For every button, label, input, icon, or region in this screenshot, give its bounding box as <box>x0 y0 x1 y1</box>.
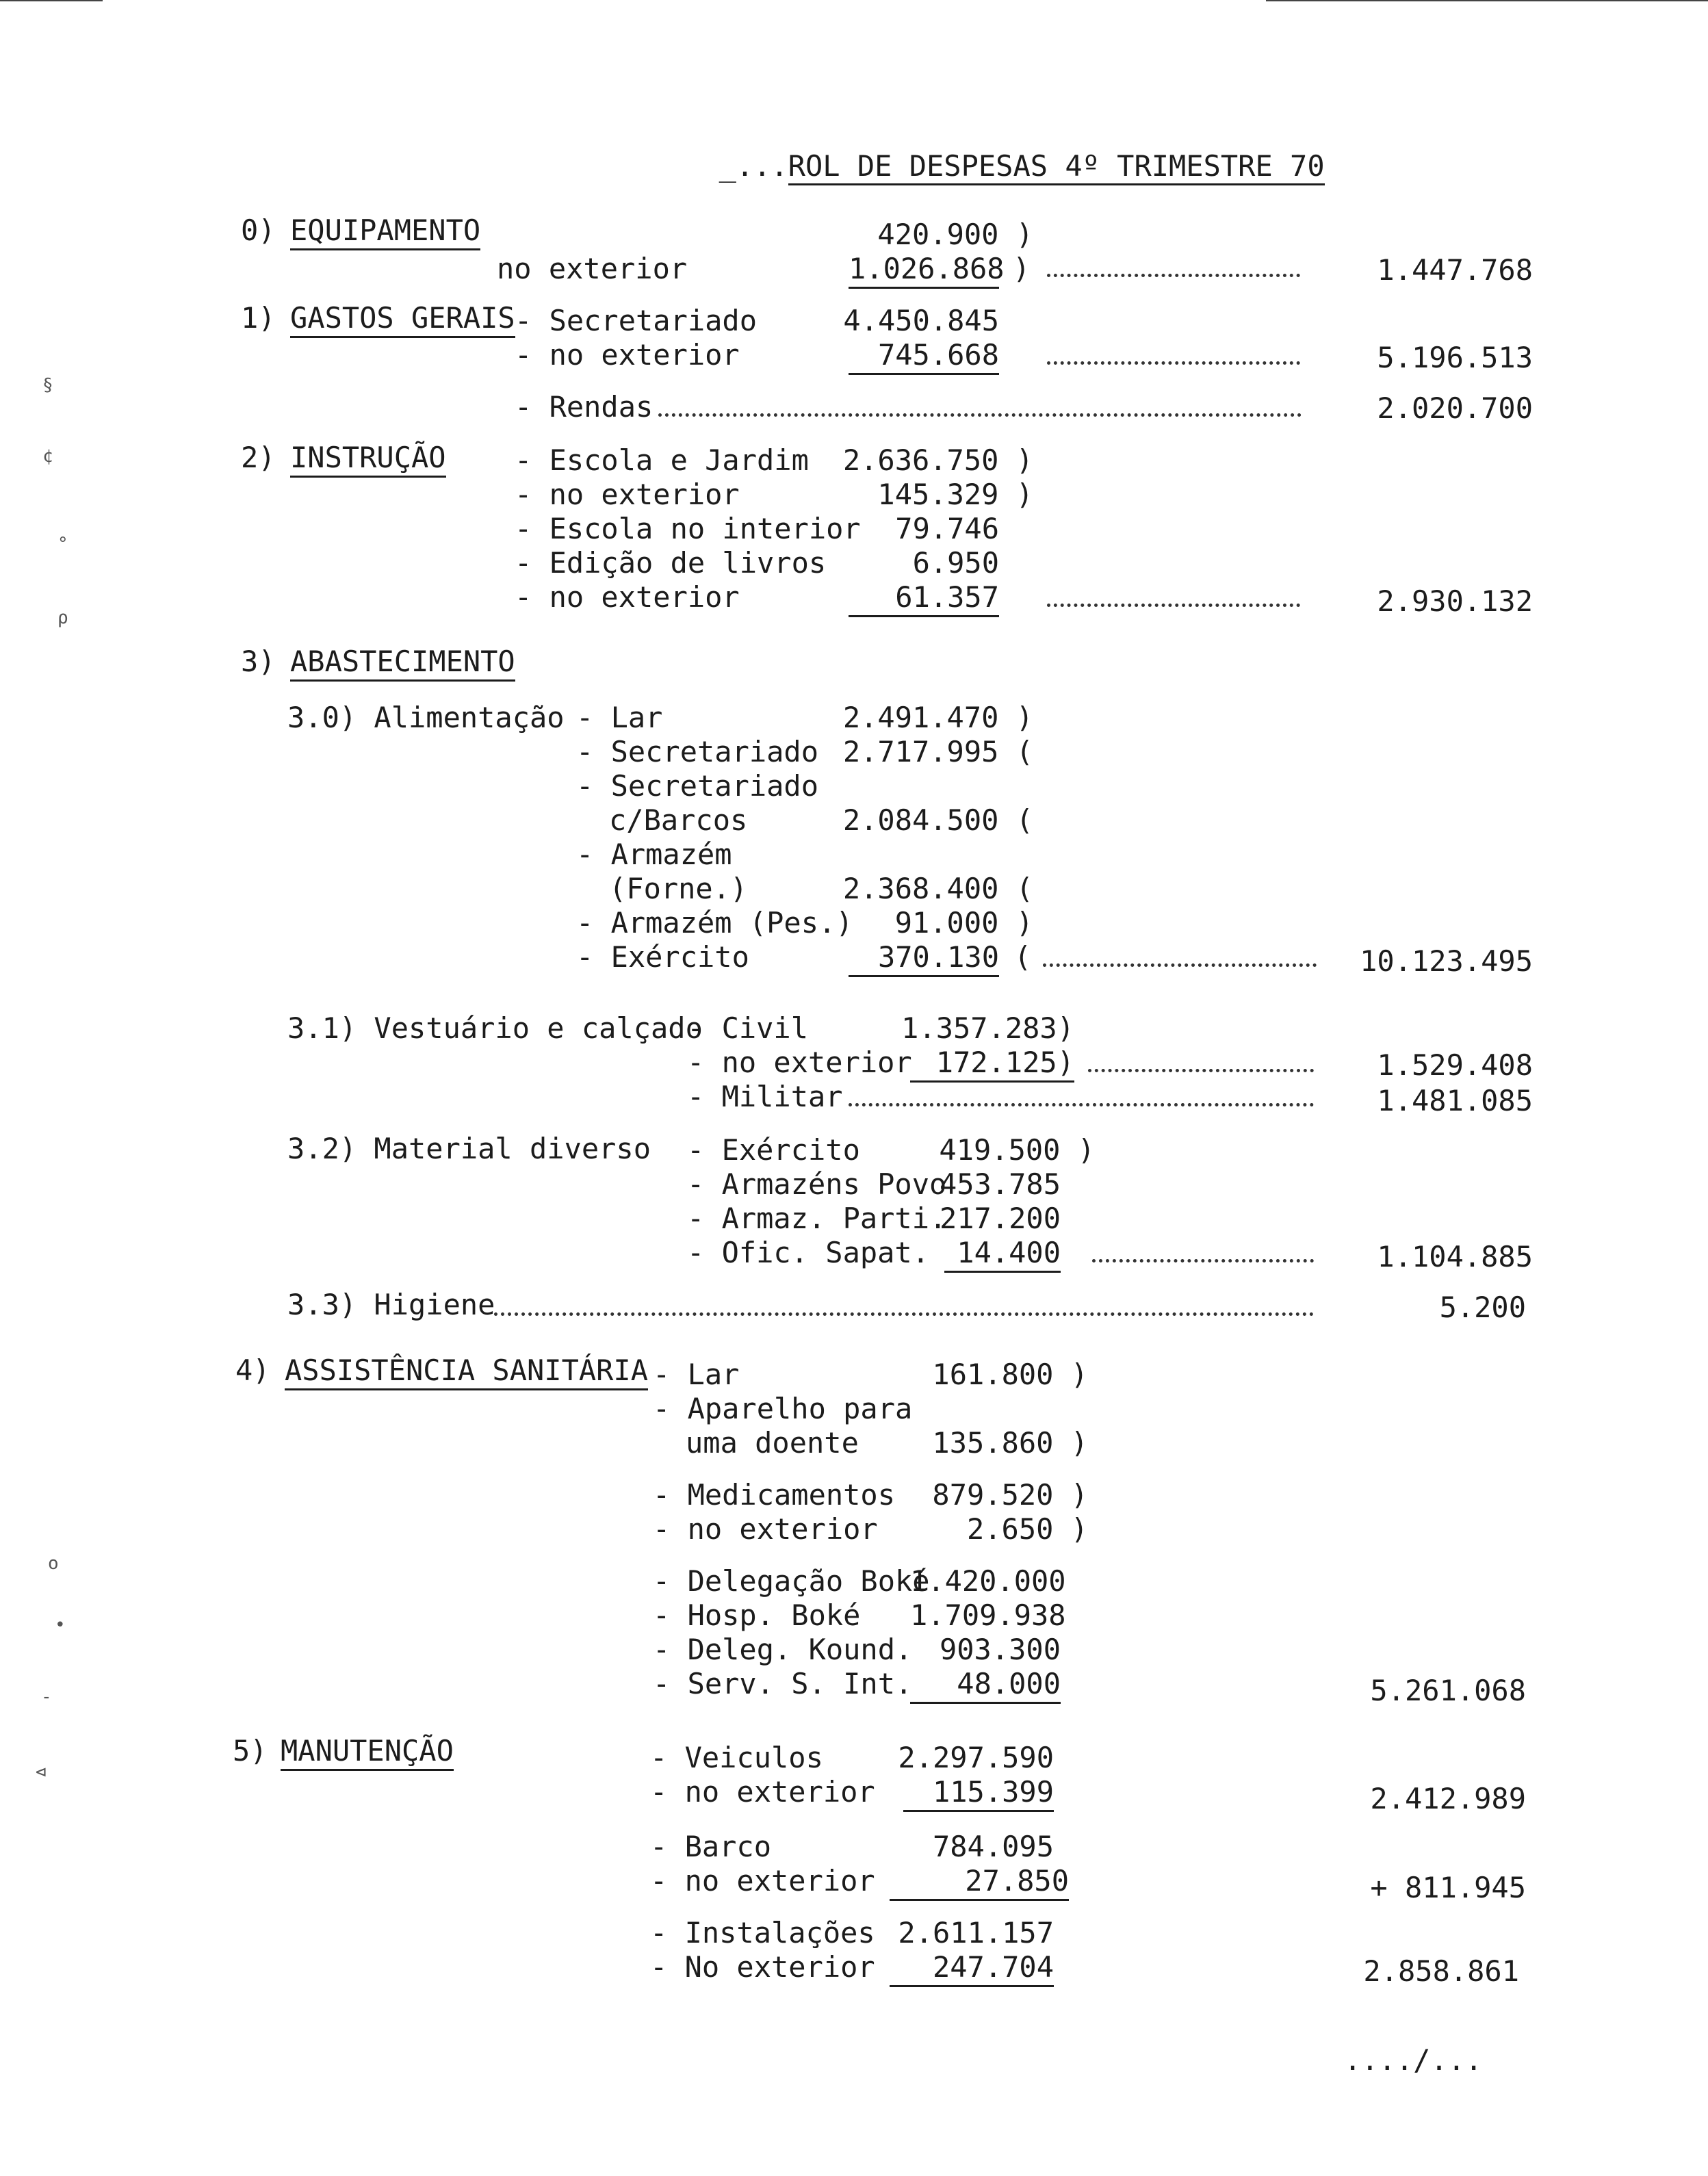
section-1-name: GASTOS GERAIS <box>290 301 515 338</box>
s3b-label-3: - Militar <box>687 1080 843 1113</box>
s3a-label-3: - Secretariado <box>576 769 819 803</box>
s3a-total: 10.123.495 <box>1360 944 1533 978</box>
s2-value-5: 61.357 <box>849 580 999 617</box>
s1-total: 5.196.513 <box>1377 341 1533 374</box>
s0-value-1: 420.900 ) <box>877 218 1033 251</box>
margin-mark: - <box>41 1687 52 1707</box>
title-prefix: _... <box>719 149 788 183</box>
s3c-label-3: - Armaz. Parti. <box>687 1202 947 1235</box>
s3a-value-5: 91.000 ) <box>894 906 1033 940</box>
leader-dots <box>658 413 1302 417</box>
s4-value-1: 161.800 ) <box>932 1358 1088 1391</box>
s4-label-2b: uma doente <box>686 1426 859 1460</box>
s5-value-2: 115.399 <box>903 1775 1054 1812</box>
margin-mark: ° <box>57 534 68 554</box>
s3a-label-4: - Armazém <box>576 838 732 871</box>
s2-label-1: - Escola e Jardim <box>515 443 809 477</box>
s3b-total-2: 1.529.408 <box>1377 1048 1533 1082</box>
title-text: ROL DE DESPESAS 4º TRIMESTRE 70 <box>788 149 1325 185</box>
s2-label-2: - no exterior <box>515 478 740 511</box>
s2-label-5: - no exterior <box>515 580 740 614</box>
margin-mark: ¢ <box>42 446 53 467</box>
s1-label-1: - Secretariado <box>515 304 758 337</box>
section-4-number: 4) <box>235 1353 270 1387</box>
s2-value-4: 6.950 <box>912 546 999 580</box>
s2-value-3: 79.746 <box>895 512 999 545</box>
s3c-value-3: 217.200 <box>939 1202 1061 1235</box>
s5-label-6: - No exterior <box>650 1950 875 1984</box>
section-3-number: 3) <box>241 645 276 678</box>
s4-label-8: - Serv. S. Int. <box>653 1667 913 1700</box>
section-5-name: MANUTENÇÃO <box>281 1734 454 1771</box>
s1-value-1: 4.450.845 <box>843 304 999 337</box>
margin-mark: ρ <box>57 608 68 628</box>
s3a-heading: 3.0) Alimentação <box>287 701 565 734</box>
leader-dots <box>1047 361 1300 365</box>
s4-value-5: 1.420.000 <box>910 1564 1066 1598</box>
leader-dots <box>849 1103 1314 1106</box>
s3a-label-3b: c/Barcos <box>609 803 748 837</box>
s3a-label-6: - Exército <box>576 940 749 974</box>
s5-value-1: 2.297.590 <box>898 1741 1054 1774</box>
s3a-label-1: - Lar <box>576 701 663 734</box>
page-title <box>684 115 1325 183</box>
leader-dots <box>1047 274 1300 277</box>
leader-dots <box>1047 604 1300 607</box>
s4-label-4: - no exterior <box>653 1512 878 1546</box>
margin-mark: • <box>55 1615 66 1635</box>
s4-value-6: 1.709.938 <box>910 1598 1066 1632</box>
s5-label-3: - Barco <box>650 1830 772 1863</box>
s3a-label-5: - Armazém (Pes.) <box>576 906 853 940</box>
s5-label-5: - Instalações <box>650 1916 875 1950</box>
s4-value-2: 135.860 ) <box>932 1426 1088 1460</box>
s5-total-6: 2.858.861 <box>1363 1954 1519 1988</box>
s3a-value-6: 370.130 <box>849 940 999 977</box>
s4-label-6: - Hosp. Boké <box>653 1598 861 1632</box>
s2-label-3: - Escola no interior <box>515 512 861 545</box>
s1-label-2: - no exterior <box>515 338 740 372</box>
s5-value-6: 247.704 <box>890 1950 1054 1987</box>
s0-label-2: no exterior <box>497 252 688 285</box>
s4-label-1: - Lar <box>653 1358 740 1391</box>
s0-paren: ) <box>1013 252 1031 285</box>
s0-value-2: 1.026.868 <box>849 252 999 289</box>
s3a-label-2: - Secretariado <box>576 735 819 768</box>
s4-value-3: 879.520 ) <box>932 1478 1088 1512</box>
s3a-value-1: 2.491.470 ) <box>842 701 1033 734</box>
s3c-label-2: - Armazéns Povo <box>687 1167 947 1201</box>
s4-value-4: 2.650 ) <box>966 1512 1088 1546</box>
s5-value-3: 784.095 <box>932 1830 1054 1863</box>
s3c-value-1: 419.500 ) <box>939 1133 1095 1167</box>
s2-value-1: 2.636.750 ) <box>842 443 1033 477</box>
s3c-value-4: 14.400 <box>944 1236 1061 1273</box>
s3b-label-1: - Civil <box>687 1011 809 1045</box>
leader-dots <box>1088 1069 1314 1072</box>
s3b-label-2: - no exterior <box>687 1046 912 1079</box>
s3d-heading: 3.3) Higiene <box>287 1288 495 1321</box>
margin-mark: § <box>42 375 53 396</box>
leader-dots <box>1092 1259 1314 1262</box>
s3b-value-1: 1.357.283) <box>901 1011 1074 1045</box>
s2-total: 2.930.132 <box>1377 584 1533 618</box>
s3c-label-4: - Ofic. Sapat. <box>687 1236 930 1269</box>
s5-total-2: 2.412.989 <box>1370 1782 1526 1815</box>
s5-value-5: 2.611.157 <box>898 1916 1054 1950</box>
leader-dots <box>494 1312 1314 1316</box>
s2-value-2: 145.329 ) <box>877 478 1033 511</box>
s3c-total: 1.104.885 <box>1377 1240 1533 1273</box>
margin-mark: ⊲ <box>36 1762 47 1783</box>
s4-label-5: - Delegação Boké <box>653 1564 930 1598</box>
s5-total-4: + 811.945 <box>1370 1871 1526 1904</box>
s3c-heading: 3.2) Material diverso <box>287 1132 651 1165</box>
s1-total-3: 2.020.700 <box>1377 391 1533 425</box>
s3a-paren: ( <box>1014 940 1032 974</box>
s4-label-3: - Medicamentos <box>653 1478 896 1512</box>
section-5-number: 5) <box>233 1734 268 1767</box>
s3b-total-3: 1.481.085 <box>1377 1084 1533 1117</box>
margin-mark: o <box>48 1553 59 1574</box>
section-3-name: ABASTECIMENTO <box>290 645 515 682</box>
s4-value-7: 903.300 <box>939 1633 1061 1666</box>
section-4-name: ASSISTÊNCIA SANITÁRIA <box>285 1353 648 1390</box>
s5-label-2: - no exterior <box>650 1775 875 1809</box>
s3b-value-2: 172.125) <box>910 1046 1074 1083</box>
page-continuation: ..../... <box>1344 2043 1483 2077</box>
s3d-total: 5.200 <box>1439 1291 1526 1324</box>
section-0-number: 0) <box>241 213 276 247</box>
s3c-value-2: 453.785 <box>939 1167 1061 1201</box>
s3a-value-3: 2.084.500 ( <box>842 803 1033 837</box>
section-2-number: 2) <box>241 441 276 474</box>
s1-label-3: - Rendas <box>515 390 654 424</box>
s5-label-1: - Veiculos <box>650 1741 823 1774</box>
s4-total: 5.261.068 <box>1370 1674 1526 1707</box>
s4-value-8: 48.000 <box>910 1667 1061 1704</box>
s5-label-4: - no exterior <box>650 1864 875 1897</box>
s5-value-4: 27.850 <box>890 1864 1069 1901</box>
s1-value-2: 745.668 <box>849 338 999 375</box>
leader-dots <box>1043 963 1317 967</box>
section-0-name: EQUIPAMENTO <box>290 213 480 250</box>
section-1-number: 1) <box>241 301 276 335</box>
s3a-value-4: 2.368.400 ( <box>842 872 1033 905</box>
s4-label-2: - Aparelho para <box>653 1392 913 1425</box>
section-2-name: INSTRUÇÃO <box>290 441 446 478</box>
scan-edge-right <box>1266 0 1708 1</box>
s3c-label-1: - Exército <box>687 1133 860 1167</box>
s4-label-7: - Deleg. Kound. <box>653 1633 913 1666</box>
s0-total: 1.447.768 <box>1377 253 1533 287</box>
s3a-label-4b: (Forne.) <box>609 872 748 905</box>
scan-edge-left <box>0 0 103 1</box>
s3a-value-2: 2.717.995 ( <box>842 735 1033 768</box>
s2-label-4: - Edição de livros <box>515 546 827 580</box>
s3b-heading: 3.1) Vestuário e calçado <box>287 1011 703 1045</box>
